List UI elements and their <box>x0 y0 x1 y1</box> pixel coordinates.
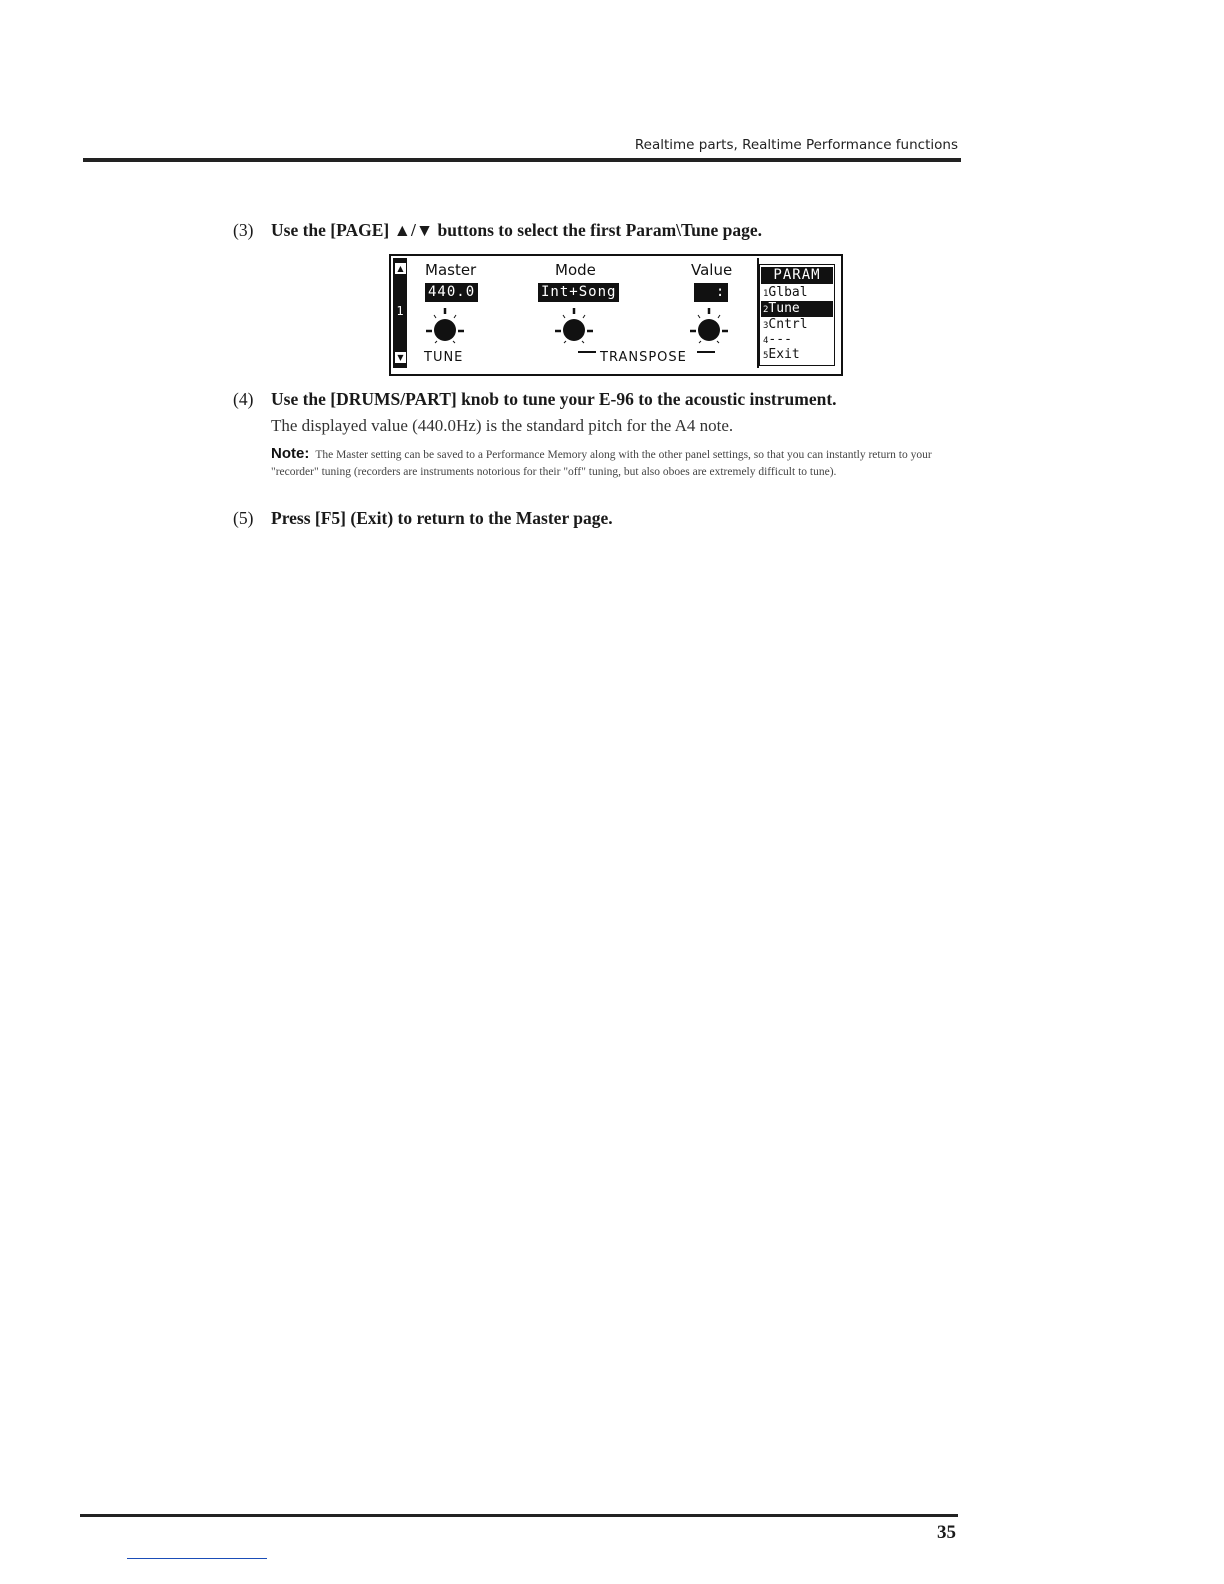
menu-item-tune[interactable] <box>761 301 833 317</box>
running-head: Realtime parts, Realtime Performance functions <box>634 137 958 153</box>
step-text: Use the [PAGE] ▲/▼ buttons to select the first Param\Tune page. <box>271 220 763 240</box>
transpose-caption: TRANSPOSE <box>600 350 687 365</box>
master-label: Master <box>425 261 477 279</box>
page-sidebar <box>393 258 407 368</box>
note-block <box>271 445 961 481</box>
step-number: (3) <box>233 220 254 240</box>
menu-item-exit[interactable] <box>761 347 833 363</box>
value-label: Value <box>691 261 733 279</box>
up-triangle-icon: ▲ <box>394 262 407 275</box>
note-label: Note: <box>271 445 310 462</box>
lcd-screen <box>389 254 843 376</box>
note-text: The Master setting can be saved to a Performance Memory along with the other panel settings, so that you can instantly return to your "recorder" tuning (recorders are instruments notorious for their "off" tuning, but also oboes are extremely difficult to tune). <box>271 449 932 478</box>
down-triangle-icon: ▼ <box>394 351 407 364</box>
step-text: Use the [DRUMS/PART] knob to tune your E-96 to the acoustic instrument. <box>271 389 837 409</box>
tune-caption: TUNE <box>424 350 464 365</box>
step-5 <box>233 508 613 529</box>
body-paragraph: The displayed value (440.0Hz) is the standard pitch for the A4 note. <box>271 416 734 435</box>
master-value: 440.0 <box>425 283 478 302</box>
mode-value: Int+Song <box>538 283 619 302</box>
menu-item-global[interactable] <box>761 285 833 301</box>
transpose-bracket-left <box>578 351 596 353</box>
param-menu <box>759 258 837 368</box>
step-3 <box>233 220 762 241</box>
menu-item-control[interactable] <box>761 317 833 333</box>
master-knob-icon <box>425 306 465 350</box>
mode-label: Mode <box>555 261 596 279</box>
menu-item-empty[interactable] <box>761 332 833 348</box>
menu-item-number: 1 <box>763 289 769 299</box>
lcd-main-area <box>393 258 759 368</box>
param-menu-title: PARAM <box>761 267 833 284</box>
menu-item-number: 3 <box>763 321 769 331</box>
menu-item-label: Glbal <box>768 285 808 300</box>
menu-item-label: Exit <box>768 347 800 362</box>
menu-item-number: 2 <box>763 305 769 315</box>
step-text: Press [F5] (Exit) to return to the Master page. <box>271 508 613 528</box>
step-number: (4) <box>233 389 254 409</box>
step-number: (5) <box>233 508 254 528</box>
step-4 <box>233 389 837 410</box>
menu-item-label: Cntrl <box>768 317 808 332</box>
menu-item-label: --- <box>768 332 792 347</box>
page-index: 1 <box>396 304 404 318</box>
menu-item-number: 4 <box>763 336 769 346</box>
menu-item-number: 5 <box>763 351 769 361</box>
transpose-bracket-right <box>697 351 715 353</box>
value-value: : <box>694 283 728 302</box>
bottom-rule <box>80 1514 958 1517</box>
value-knob-icon <box>689 306 729 350</box>
menu-item-label: Tune <box>768 301 800 316</box>
footer-link-line <box>127 1558 267 1559</box>
page-number: 35 <box>937 1522 956 1543</box>
mode-knob-icon <box>554 306 594 350</box>
top-rule <box>83 158 961 162</box>
